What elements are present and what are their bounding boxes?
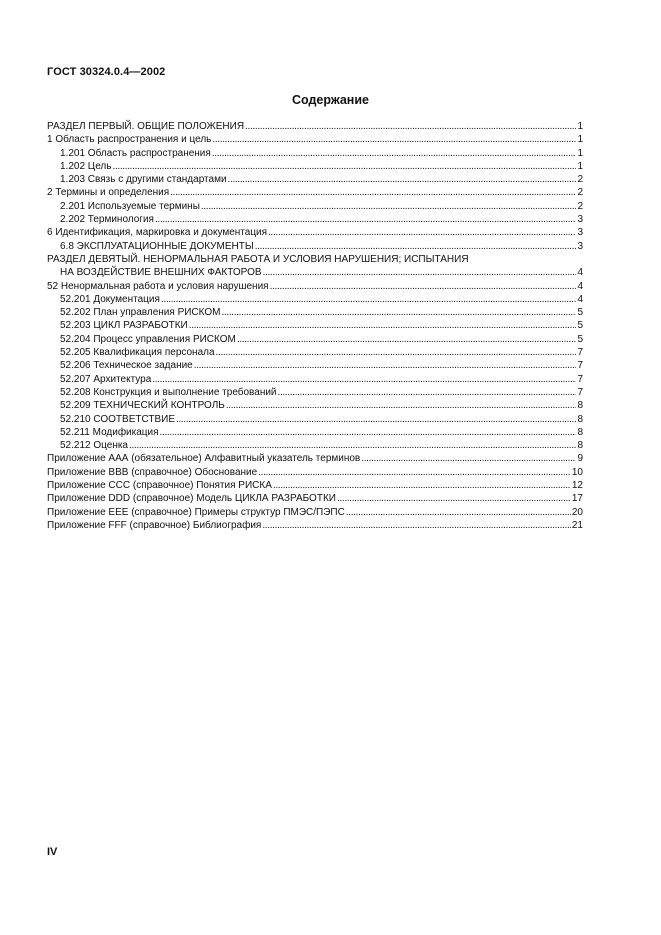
- toc-entry-label: 52.205 Квалификация персонала: [60, 347, 215, 359]
- toc-entry-page: 2: [577, 200, 583, 212]
- toc-entry: [47, 413, 583, 426]
- dot-leader: [337, 492, 571, 505]
- toc-entry-label: 6.8 ЭКСПЛУАТАЦИОННЫЕ ДОКУМЕНТЫ: [60, 240, 254, 252]
- toc-entry-page: 21: [571, 519, 583, 531]
- dot-leader: [273, 479, 571, 492]
- toc-entry-label: 52.206 Техническое задание: [60, 360, 193, 372]
- dot-leader: [228, 173, 577, 186]
- toc-entry: [47, 399, 583, 412]
- toc-entry-page: 4: [577, 293, 583, 305]
- toc-entry-page: 7: [577, 360, 583, 372]
- toc-entry: [47, 293, 583, 306]
- toc-entry-page: 8: [577, 400, 583, 412]
- dot-leader: [161, 293, 577, 306]
- toc-entry-label: 52.201 Документация: [60, 293, 160, 305]
- toc-entry: [47, 120, 583, 133]
- page-number: IV: [47, 846, 58, 858]
- dot-leader: [226, 399, 577, 412]
- toc-entry: [47, 319, 583, 332]
- toc-entry-page: 5: [577, 320, 583, 332]
- toc-entry-page: 8: [577, 413, 583, 425]
- toc-entry: [47, 386, 583, 399]
- toc-entry-label: Приложение ААА (обязательное) Алфавитный указатель терминов: [47, 453, 361, 465]
- toc-entry-label: Приложение FFF (справочное) Библиография: [47, 519, 262, 531]
- toc-entry-page: 2: [577, 187, 583, 199]
- toc-entry-page: 5: [577, 333, 583, 345]
- toc-entry-label: 6 Идентификация, маркировка и документация: [47, 227, 268, 239]
- toc-entry: [47, 213, 583, 226]
- toc-entry-label: 52.212 Оценка: [60, 440, 128, 452]
- toc-entry: [47, 200, 583, 213]
- toc-entry: [47, 519, 583, 532]
- toc-entry-page: 3: [577, 240, 583, 252]
- toc-entry-page: 5: [577, 307, 583, 319]
- toc-entry-page: 1: [577, 134, 583, 146]
- toc-entry: [47, 346, 583, 359]
- toc-entry-label: Приложение ЕЕЕ (справочное) Примеры структур ПМЭС/ПЭПС: [47, 506, 345, 518]
- toc-entry-label: Приложение ССС (справочное) Понятия РИСКА: [47, 480, 272, 492]
- toc-entry: [47, 173, 583, 186]
- toc-entry: [47, 253, 583, 266]
- toc-entry: [47, 160, 583, 173]
- toc-entry-label: 52.208 Конструкция и выполнение требований: [60, 386, 277, 398]
- toc-entry-page: 4: [577, 280, 583, 292]
- toc-title: Содержание: [291, 93, 369, 107]
- dot-leader: [262, 519, 571, 532]
- toc-entry-label: 52.210 СООТВЕТСТВИЕ: [60, 413, 176, 425]
- toc-entry-page: 8: [577, 426, 583, 438]
- dot-leader: [361, 452, 576, 465]
- dot-leader: [212, 147, 577, 160]
- toc-entry-label: РАЗДЕЛ ДЕВЯТЫЙ. НЕНОРМАЛЬНАЯ РАБОТА И УСЛОВИЯ НАРУШЕНИЯ; ИСПЫТАНИЯ: [47, 253, 469, 265]
- dot-leader: [212, 133, 576, 146]
- toc-entry-page: 7: [577, 373, 583, 385]
- toc-entry-label: 52 Ненормальная работа и условия нарушения: [47, 280, 269, 292]
- toc-entry-label: РАЗДЕЛ ПЕРВЫЙ. ОБЩИЕ ПОЛОЖЕНИЯ: [47, 121, 245, 132]
- toc-entry-label: 52.211 Модификация: [60, 426, 159, 438]
- dot-leader: [245, 120, 576, 133]
- toc-entry-page: 3: [577, 214, 583, 226]
- toc-entry-label: 52.202 План управления РИСКОМ: [60, 307, 221, 319]
- dot-leader: [237, 333, 577, 346]
- toc-entry: [47, 452, 583, 465]
- toc-entry-page: 7: [577, 386, 583, 398]
- toc-entry: [47, 439, 583, 452]
- dot-leader: [176, 413, 576, 426]
- toc-entry-label: 52.203 ЦИКЛ РАЗРАБОТКИ: [60, 320, 188, 332]
- dot-leader: [263, 266, 577, 279]
- toc-entry: [47, 506, 583, 519]
- dot-leader: [152, 373, 576, 386]
- toc-entry: [47, 226, 583, 239]
- toc-entry-label: Приложение DDD (справочное) Модель ЦИКЛА РАЗРАБОТКИ: [47, 493, 336, 505]
- toc-entry-label: 2 Термины и определения: [47, 187, 170, 199]
- toc-entry-label: 1.201 Область распространения: [60, 147, 211, 159]
- toc-entry-page: 1: [577, 147, 583, 159]
- toc-entry-page: 9: [577, 453, 583, 465]
- toc-entry: [47, 359, 583, 372]
- toc-entry-label: 52.209 ТЕХНИЧЕСКИЙ КОНТРОЛЬ: [60, 400, 225, 412]
- toc-entry: [47, 240, 583, 253]
- toc-entry-page: 2: [577, 174, 583, 186]
- dot-leader: [270, 280, 577, 293]
- toc-entry-label: 52.204 Процесс управления РИСКОМ: [60, 333, 236, 345]
- toc-entry: [47, 280, 583, 293]
- toc-entry-label: 2.201 Используемые термины: [60, 200, 200, 212]
- toc-entry-page: 7: [577, 347, 583, 359]
- dot-leader: [346, 506, 571, 519]
- dot-leader: [194, 359, 577, 372]
- toc-entry: [47, 333, 583, 346]
- toc-entry-page: 1: [577, 121, 583, 132]
- toc-entry: [47, 266, 583, 279]
- table-of-contents: [47, 120, 583, 532]
- dot-leader: [129, 439, 576, 452]
- toc-entry-label: 1.202 Цель: [60, 160, 112, 172]
- dot-leader: [258, 466, 571, 479]
- toc-entry: [47, 186, 583, 199]
- dot-leader: [278, 386, 577, 399]
- toc-entry: [47, 306, 583, 319]
- toc-entry-page: 4: [577, 267, 583, 279]
- dot-leader: [221, 306, 576, 319]
- toc-entry: [47, 466, 583, 479]
- toc-entry-page: 1: [577, 160, 583, 172]
- dot-leader: [255, 240, 577, 253]
- toc-entry: [47, 373, 583, 386]
- toc-entry-page: 17: [571, 493, 583, 505]
- dot-leader: [201, 200, 577, 213]
- toc-entry-label: 1.203 Связь с другими стандартами: [60, 174, 227, 186]
- document-header: ГОСТ 30324.0.4—2002: [47, 66, 166, 78]
- toc-entry-page: 3: [577, 227, 583, 239]
- toc-entry-label: Приложение ВВВ (справочное) Обоснование: [47, 466, 258, 478]
- dot-leader: [160, 426, 577, 439]
- dot-leader: [155, 213, 576, 226]
- toc-entry: [47, 479, 583, 492]
- toc-entry-page: 8: [577, 440, 583, 452]
- dot-leader: [189, 319, 577, 332]
- toc-entry-label: 1 Область распространения и цель: [47, 134, 212, 146]
- toc-entry-page: 10: [571, 466, 583, 478]
- toc-entry: [47, 147, 583, 160]
- toc-entry-label: 52.207 Архитектура: [60, 373, 152, 385]
- toc-entry: [47, 426, 583, 439]
- toc-entry-label: НА ВОЗДЕЙСТВИЕ ВНЕШНИХ ФАКТОРОВ: [60, 267, 262, 279]
- dot-leader: [112, 160, 576, 173]
- dot-leader: [216, 346, 577, 359]
- toc-entry: [47, 492, 583, 505]
- toc-entry-label: 2.202 Терминология: [60, 214, 154, 226]
- toc-entry-page: 20: [571, 506, 583, 518]
- dot-leader: [268, 226, 576, 239]
- toc-entry-page: 12: [571, 480, 583, 492]
- toc-entry: [47, 133, 583, 146]
- dot-leader: [170, 186, 576, 199]
